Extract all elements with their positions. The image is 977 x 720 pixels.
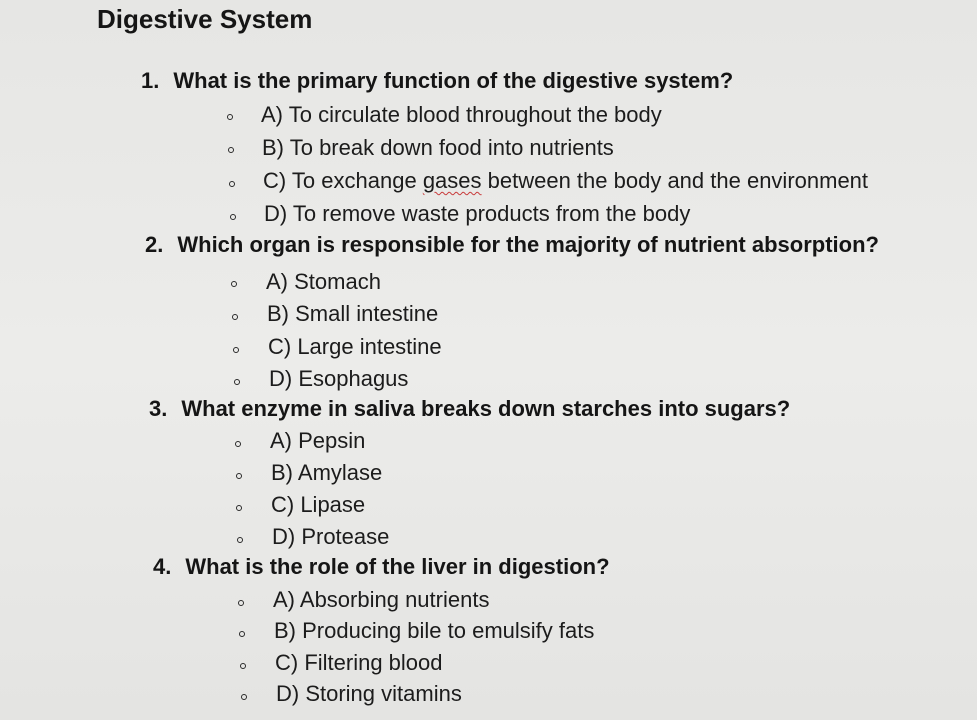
option-1a[interactable]: A) To circulate blood throughout the body [261, 102, 662, 127]
option-text-after: between the body and the environment [481, 168, 869, 193]
question-text: What is the role of the liver in digestion? [185, 554, 610, 579]
radio-bullet-icon[interactable] [233, 347, 239, 353]
radio-bullet-icon[interactable] [236, 473, 242, 479]
radio-bullet-icon[interactable] [228, 147, 234, 153]
option-2d[interactable]: D) Esophagus [269, 366, 409, 391]
radio-bullet-icon[interactable] [235, 441, 241, 447]
question-number: 4. [153, 554, 172, 579]
question-1 [141, 68, 733, 94]
radio-bullet-icon[interactable] [238, 600, 244, 606]
option-4b[interactable]: B) Producing bile to emulsify fats [274, 618, 595, 643]
option-3a[interactable]: A) Pepsin [270, 428, 366, 453]
question-text: What enzyme in saliva breaks down starches into sugars? [181, 396, 791, 421]
question-text: What is the primary function of the digestive system? [173, 68, 734, 93]
option-4a[interactable]: A) Absorbing nutrients [273, 587, 490, 612]
question-number: 2. [145, 232, 164, 257]
radio-bullet-icon[interactable] [227, 114, 233, 120]
question-2 [145, 232, 879, 258]
radio-bullet-icon[interactable] [241, 694, 247, 700]
option-1b[interactable]: B) To break down food into nutrients [262, 135, 614, 160]
option-text-before: C) To exchange [263, 168, 423, 193]
radio-bullet-icon[interactable] [230, 214, 236, 220]
option-4d[interactable]: D) Storing vitamins [276, 681, 462, 706]
radio-bullet-icon[interactable] [236, 505, 242, 511]
radio-bullet-icon[interactable] [231, 281, 237, 287]
option-2c[interactable]: C) Large intestine [268, 334, 442, 359]
option-3c[interactable]: C) Lipase [271, 492, 366, 517]
option-1c[interactable] [263, 168, 868, 194]
radio-bullet-icon[interactable] [234, 379, 240, 385]
question-4 [153, 554, 610, 580]
option-2b[interactable]: B) Small intestine [267, 301, 439, 326]
option-2a[interactable]: A) Stomach [266, 269, 381, 294]
option-1d[interactable]: D) To remove waste products from the body [264, 201, 691, 226]
option-3b[interactable]: B) Amylase [271, 460, 383, 485]
radio-bullet-icon[interactable] [232, 314, 238, 320]
radio-bullet-icon[interactable] [239, 631, 245, 637]
question-number: 1. [141, 68, 160, 93]
question-number: 3. [149, 396, 168, 421]
option-3d[interactable]: D) Protease [272, 524, 390, 549]
question-3 [149, 396, 790, 422]
radio-bullet-icon[interactable] [229, 181, 235, 187]
radio-bullet-icon[interactable] [237, 537, 243, 543]
question-text: Which organ is responsible for the majority of nutrient absorption? [177, 232, 879, 257]
option-4c[interactable]: C) Filtering blood [275, 650, 443, 675]
spellcheck-flagged-word: gases [422, 168, 482, 193]
radio-bullet-icon[interactable] [240, 663, 246, 669]
page-title: Digestive System [97, 4, 313, 34]
